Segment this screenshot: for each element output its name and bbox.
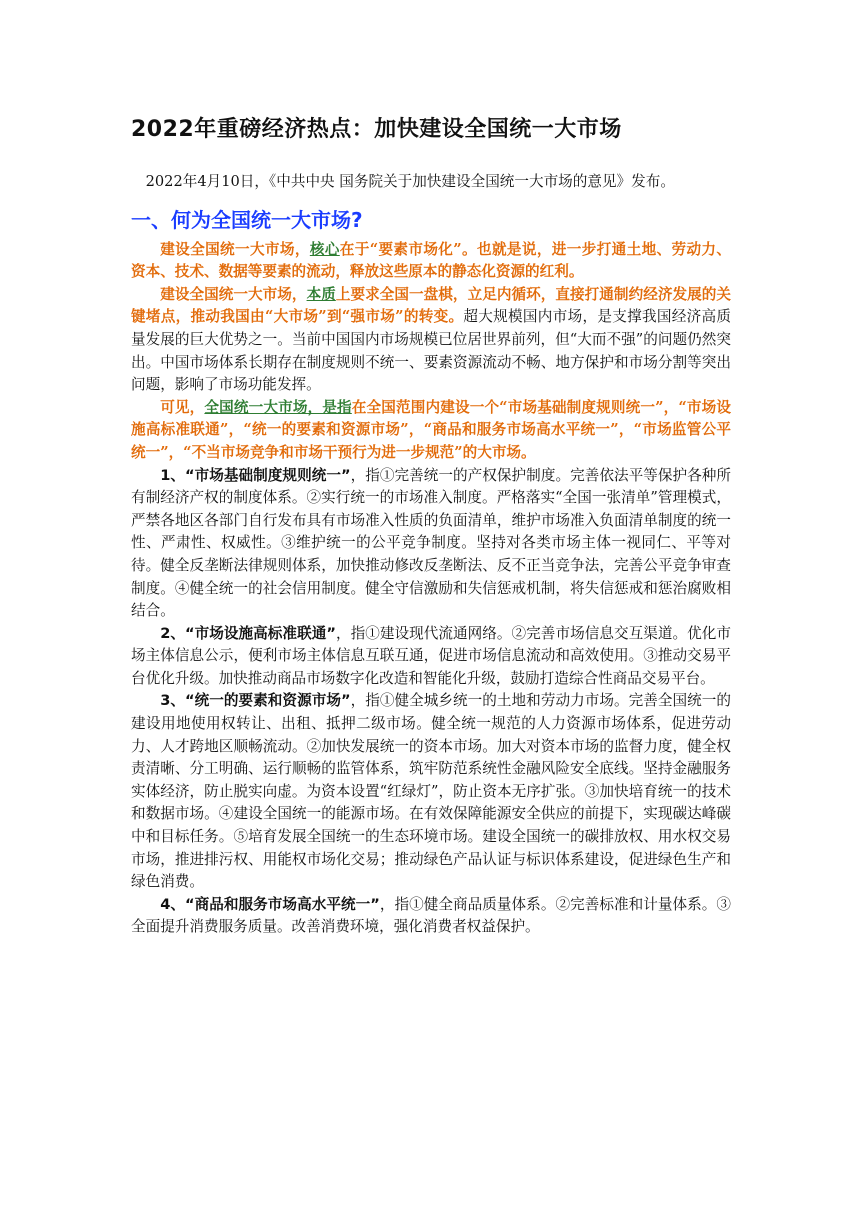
list-item-4 xyxy=(131,894,731,939)
list-item-2-text: ，指①建设现代流通网络。②完善市场信息交互渠道。优化市场主体信息公示，便利市场主体信息互联互通，促进市场信息流动和高效使用。③推动交易平台优化升级。加快推动商品市场数字化改造和智能化升级，鼓励打造综合性商品交易平台。 xyxy=(131,624,731,687)
list-item-2-heading: 2、“市场设施高标准联通” xyxy=(160,624,336,642)
paragraph-essence xyxy=(131,284,731,397)
list-item-4-text: ，指①健全商品质量体系。②完善标准和计量体系。③全面提升消费服务质量。改善消费环境，强化消费者权益保护。 xyxy=(131,895,731,936)
section-heading: 一、何为全国统一大市场? xyxy=(131,207,363,232)
paragraph-core xyxy=(131,239,731,284)
paragraph-core-lead: 建设全国统一大市场， xyxy=(160,240,310,258)
list-item-4-heading: 4、“商品和服务市场高水平统一” xyxy=(160,895,380,913)
paragraph-definition-text: 在全国范围内建设一个“市场基础制度规则统一”，“市场设施高标准联通”，“统一的要素和资源市场”，“商品和服务市场高水平统一”，“市场监管公平统一”，“不当市场竞争和市场干预行为进一步规范”的大市场。 xyxy=(131,398,731,461)
list-item-1-heading: 1、“市场基础制度规则统一” xyxy=(160,466,351,484)
list-item-1 xyxy=(131,465,731,623)
keyword-definition: 全国统一大市场，是指 xyxy=(204,398,352,416)
paragraph-essence-text: 超大规模国内市场，是支撑我国经济高质量发展的巨大优势之一。当前中国国内市场规模已位居世界前列，但“大而不强”的问题仍然突出。中国市场体系长期存在制度规则不统一、要素资源流动不畅、地方保护和市场分割等突出问题，影响了市场功能发挥。 xyxy=(131,308,731,394)
intro-paragraph: 2022年4月10日，《中共中央 国务院关于加快建设全国统一大市场的意见》发布。 xyxy=(145,173,675,190)
list-item-3 xyxy=(131,690,731,893)
list-item-2 xyxy=(131,623,731,691)
paragraph-essence-emphasis: 上要求全国一盘棋，立足内循环，直接打通制约经济发展的关键堵点，推动我国由“大市场”到“强市场”的转变。 xyxy=(131,285,731,326)
list-item-3-heading: 3、“统一的要素和资源市场” xyxy=(160,692,351,710)
page-title: 2022年重磅经济热点：加快建设全国统一大市场 xyxy=(131,117,622,142)
paragraph-essence-lead: 建设全国统一大市场， xyxy=(160,285,307,303)
document-content xyxy=(131,112,731,939)
paragraph-definition xyxy=(131,397,731,465)
keyword-core: 核心 xyxy=(309,240,340,258)
paragraph-core-text: 在于“要素市场化”。也就是说，进一步打通土地、劳动力、资本、技术、数据等要素的流动，释放这些原本的静态化资源的红利。 xyxy=(131,240,731,281)
list-item-3-text: ，指①健全城乡统一的土地和劳动力市场。完善全国统一的建设用地使用权转让、出租、抵押二级市场。健全统一规范的人力资源市场体系，促进劳动力、人才跨地区顺畅流动。②加快发展统一的资本市场。加大对资本市场的监督力度，健全权责清晰、分工明确、运行顺畅的监管体系，筑牢防范系统性金融风险安全底线。坚持金融服务实体经济，防止脱实向虚。为资本设置“红绿灯”，防止资本无序扩张。③加快培育统一的技术和数据市场。④建设全国统一的能源市场。在有效保障能源安全供应的前提下，实现碳达峰碳中和目标任务。⑤培育发展全国统一的生态环境市场。建设全国统一的碳排放权、用水权交易市场，推进排污权、用能权市场化交易；推动绿色产品认证与标识体系建设，促进绿色生产和绿色消费。 xyxy=(131,692,731,891)
list-item-1-text: ，指①完善统一的产权保护制度。完善依法平等保护各种所有制经济产权的制度体系。②实行统一的市场准入制度。严格落实“全国一张清单”管理模式，严禁各地区各部门自行发布具有市场准入性质的负面清单，维护市场准入负面清单制度的统一性、严肃性、权威性。③维护统一的公平竞争制度。坚持对各类市场主体一视同仁、平等对待。健全反垄断法律规则体系，加快推动修改反垄断法、反不正当竞争法，完善公平竞争审查制度。④健全统一的社会信用制度。健全守信激励和失信惩戒机制，将失信惩戒和惩治腐败相结合。 xyxy=(131,466,731,620)
keyword-essence: 本质 xyxy=(306,285,336,303)
paragraph-definition-lead: 可见， xyxy=(160,398,205,416)
